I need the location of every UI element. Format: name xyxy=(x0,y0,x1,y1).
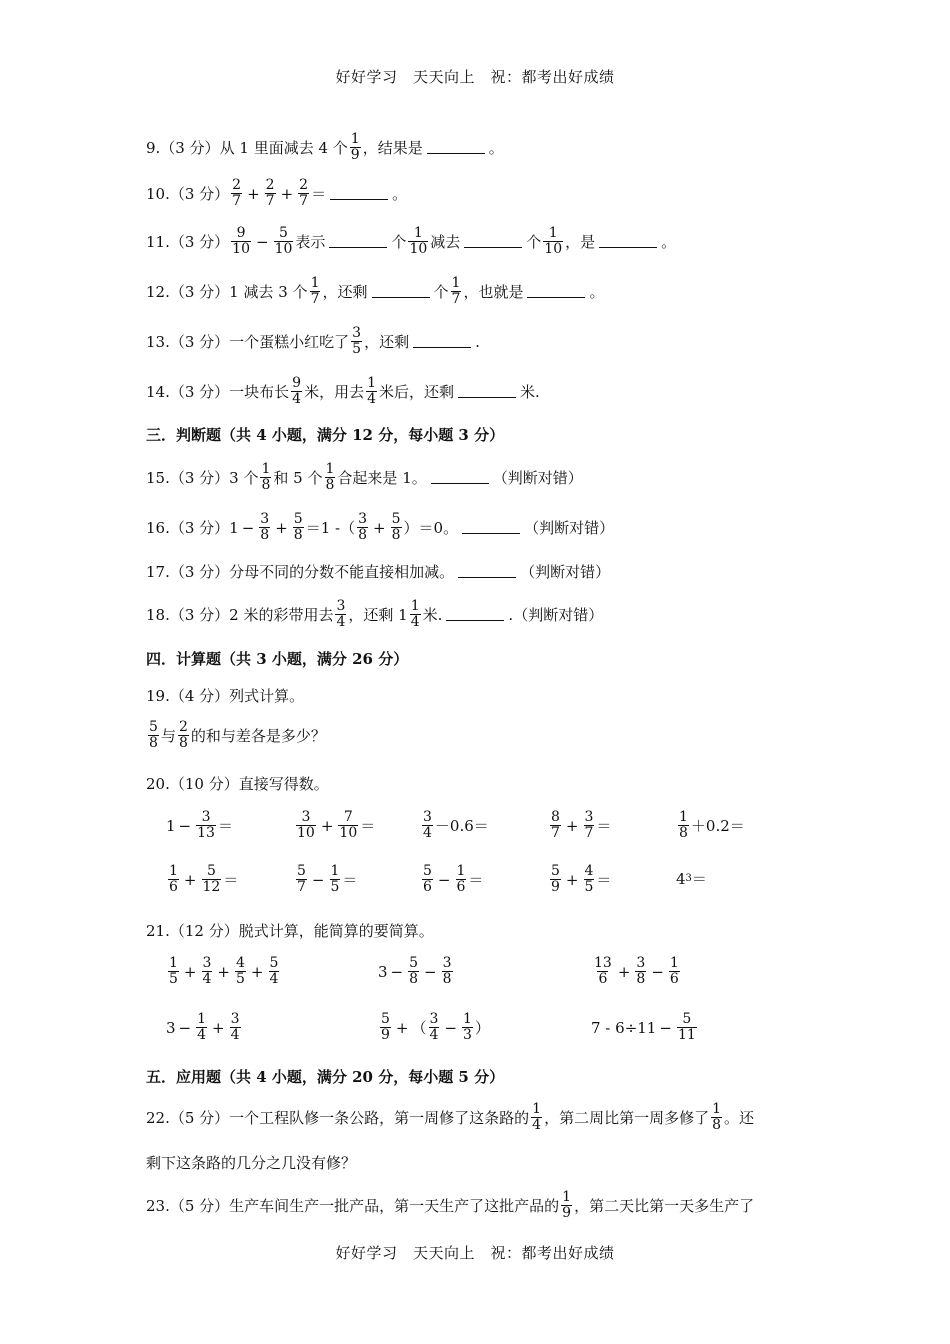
fraction: $\frac{2}{8}$ xyxy=(178,719,188,751)
fraction: $\frac{5}{9}$ xyxy=(551,863,560,895)
fraction: $\frac{3}{4}$ xyxy=(429,1011,439,1043)
answer-blank[interactable] xyxy=(462,521,520,534)
q21-item-6: 7 - 6÷11 − $\frac{5}{11}$ xyxy=(591,1011,696,1043)
q21-item-5: $\frac{5}{9}$ + （ $\frac{3}{4}$ − $\frac{1}{3}$ ） xyxy=(381,1011,490,1043)
fraction: $\frac{1}{8}$ xyxy=(679,809,688,841)
fraction: $\frac{1}{4}$ xyxy=(367,375,377,407)
answer-blank[interactable] xyxy=(446,608,504,621)
question-17: 17.（3 分）分母不同的分数不能直接相加减。 （判断对错） xyxy=(146,563,611,581)
fraction: $\frac{2}{7}$ xyxy=(265,177,275,209)
fraction: $\frac{1}{4}$ xyxy=(410,598,420,630)
fraction: $\frac{1}{4}$ xyxy=(532,1101,542,1133)
answer-blank[interactable] xyxy=(413,335,471,348)
fraction: $\frac{1}{9}$ xyxy=(350,131,360,163)
fraction: $\frac{1}{7}$ xyxy=(451,275,461,307)
fraction: $\frac{1}{8}$ xyxy=(261,461,271,493)
question-10: 10.（3 分） $\frac{2}{7}$ + $\frac{2}{7}$ + $\frac{2}{7}$ ＝ 。 xyxy=(146,177,408,209)
q20-item-10: 4 3 ＝ xyxy=(676,869,707,888)
q20-item-6: $\frac{1}{6}$ + $\frac{5}{12}$ ＝ xyxy=(169,863,239,895)
answer-blank[interactable] xyxy=(599,235,657,248)
answer-blank[interactable] xyxy=(330,187,388,200)
answer-blank[interactable] xyxy=(458,385,516,398)
fraction: $\frac{5}{8}$ xyxy=(391,511,401,543)
fraction: $\frac{1}{10}$ xyxy=(409,225,428,257)
q20-item-1: 1 − $\frac{3}{13}$ ＝ xyxy=(166,809,233,841)
fraction: $\frac{3}{8}$ xyxy=(442,955,452,987)
fraction: $\frac{5}{12}$ xyxy=(202,863,221,895)
fraction: $\frac{5}{8}$ xyxy=(293,511,303,543)
q20-item-4: $\frac{8}{7}$ + $\frac{3}{7}$ ＝ xyxy=(551,809,612,841)
fraction: $\frac{1}{9}$ xyxy=(562,1189,572,1221)
answer-blank[interactable] xyxy=(458,565,516,578)
answer-blank[interactable] xyxy=(464,235,522,248)
answer-blank[interactable] xyxy=(427,141,485,154)
answer-blank[interactable] xyxy=(527,285,585,298)
question-14: 14.（3 分）一块布长 $\frac{9}{4}$ 米，用去 $\frac{1}{4}$ 米后，还剩 米. xyxy=(146,375,540,407)
fraction: $\frac{2}{7}$ xyxy=(299,177,309,209)
fraction: $\frac{3}{7}$ xyxy=(584,809,594,841)
fraction: $\frac{4}{5}$ xyxy=(584,863,594,895)
fraction: $\frac{5}{9}$ xyxy=(381,1011,390,1043)
fraction: $\frac{4}{5}$ xyxy=(236,955,245,987)
fraction: $\frac{3}{10}$ xyxy=(297,809,315,841)
q9-text2: ，结果是 xyxy=(362,139,423,157)
q21-item-4: 3 − $\frac{1}{4}$ + $\frac{3}{4}$ xyxy=(166,1011,240,1043)
section-5-title: 五．应用题（共 4 小题，满分 20 分，每小题 5 分） xyxy=(146,1068,505,1086)
fraction: $\frac{1}{8}$ xyxy=(712,1101,722,1133)
q20-item-8: $\frac{5}{6}$ − $\frac{1}{6}$ ＝ xyxy=(423,863,484,895)
question-22-line2: 剩下这条路的几分之几没有修？ xyxy=(146,1154,357,1172)
fraction: $\frac{3}{4}$ xyxy=(336,598,346,630)
question-12: 12.（3 分）1 减去 3 个 $\frac{1}{7}$ ，还剩 个 $\frac{1}{7}$ ，也就是 。 xyxy=(146,275,605,307)
fraction: $\frac{3}{4}$ xyxy=(423,809,432,841)
fraction: $\frac{3}{8}$ xyxy=(260,511,270,543)
question-13: 13.（3 分）一个蛋糕小红吃了 $\frac{3}{5}$ ，还剩 . xyxy=(146,325,480,357)
section-3-title: 三．判断题（共 4 小题，满分 12 分，每小题 3 分） xyxy=(146,426,505,444)
fraction: $\frac{2}{7}$ xyxy=(232,177,242,209)
answer-blank[interactable] xyxy=(372,285,430,298)
fraction: $\frac{1}{6}$ xyxy=(456,863,466,895)
fraction: $\frac{9}{4}$ xyxy=(292,375,302,407)
fraction: $\frac{5}{4}$ xyxy=(269,955,279,987)
fraction: $\frac{1}{10}$ xyxy=(544,225,563,257)
fraction: $\frac{1}{8}$ xyxy=(325,461,335,493)
fraction: $\frac{1}{6}$ xyxy=(669,955,679,987)
question-22: 22.（5 分）一个工程队修一条公路，第一周修了这条路的 $\frac{1}{4}$ ，第二周比第一周多修了 $\frac{1}{8}$ 。还 xyxy=(146,1101,755,1133)
fraction: $\frac{5}{11}$ xyxy=(677,1011,696,1043)
answer-blank[interactable] xyxy=(329,235,387,248)
fraction: $\frac{5}{8}$ xyxy=(409,955,419,987)
q21-item-1: $\frac{1}{5}$ + $\frac{3}{4}$ + $\frac{4}{5}$ + $\frac{5}{4}$ xyxy=(169,955,279,987)
question-16: 16.（3 分）1 − $\frac{3}{8}$ + $\frac{5}{8}$ ＝1 -（ $\frac{3}{8}$ + $\frac{5}{8}$ ）＝0。 （判断对错） xyxy=(146,511,615,543)
question-11: 11.（3 分） $\frac{9}{10}$ − $\frac{5}{10}$ 表示 个 $\frac{1}{10}$ 减去 个 $\frac{1}{10}$ ，是 。 xyxy=(146,225,677,257)
answer-blank[interactable] xyxy=(431,471,489,484)
question-20-title: 20.（10 分）直接写得数。 xyxy=(146,775,329,793)
question-19-body: $\frac{5}{8}$ 与 $\frac{2}{8}$ 的和与差各是多少？ xyxy=(149,719,326,751)
fraction: $\frac{5}{7}$ xyxy=(297,863,306,895)
q20-item-9: $\frac{5}{9}$ + $\frac{4}{5}$ ＝ xyxy=(551,863,612,895)
fraction: $\frac{1}{7}$ xyxy=(310,275,320,307)
question-21-title: 21.（12 分）脱式计算，能简算的要简算。 xyxy=(146,922,434,940)
fraction: $\frac{5}{8}$ xyxy=(149,719,158,751)
section-4-title: 四．计算题（共 3 小题，满分 26 分） xyxy=(146,650,409,668)
question-18: 18.（3 分）2 米的彩带用去 $\frac{3}{4}$ ，还剩 1 $\frac{1}{4}$ 米. .（判断对错） xyxy=(146,598,604,630)
fraction: $\frac{5}{6}$ xyxy=(423,863,432,895)
fraction: $\frac{1}{5}$ xyxy=(330,863,340,895)
page-footer: 好好学习 天天向上 祝：都考出好成绩 xyxy=(335,1244,615,1262)
fraction: $\frac{8}{7}$ xyxy=(551,809,560,841)
fraction: $\frac{3}{4}$ xyxy=(230,1011,240,1043)
fraction: $\frac{1}{3}$ xyxy=(463,1011,472,1043)
q20-item-3: $\frac{3}{4}$ －0.6＝ xyxy=(423,809,489,841)
q20-item-5: $\frac{1}{8}$ ＋0.2＝ xyxy=(679,809,745,841)
fraction: $\frac{1}{6}$ xyxy=(169,863,178,895)
question-9: 9.（3 分）从 1 里面减去 4 个 $\frac{1}{9}$ ，结果是 。 xyxy=(146,131,504,163)
fraction: $\frac{1}{4}$ xyxy=(197,1011,207,1043)
page-header: 好好学习 天天向上 祝：都考出好成绩 xyxy=(335,68,615,86)
fraction: $\frac{3}{5}$ xyxy=(352,325,362,357)
q9-text: 9.（3 分）从 1 里面减去 4 个 xyxy=(146,139,348,157)
fraction: $\frac{3}{8}$ xyxy=(636,955,646,987)
fraction: $\frac{3}{13}$ xyxy=(197,809,215,841)
q20-item-7: $\frac{5}{7}$ − $\frac{1}{5}$ ＝ xyxy=(297,863,358,895)
q20-item-2: $\frac{3}{10}$ + $\frac{7}{10}$ ＝ xyxy=(297,809,376,841)
question-15: 15.（3 分）3 个 $\frac{1}{8}$ 和 5 个 $\frac{1}{8}$ 合起来是 1。 （判断对错） xyxy=(146,461,583,493)
question-19-title: 19.（4 分）列式计算。 xyxy=(146,687,305,705)
fraction: $\frac{13}{6}$ xyxy=(594,955,612,987)
fraction: $\frac{5}{10}$ xyxy=(274,225,293,257)
q21-item-2: 3 − $\frac{5}{8}$ − $\frac{3}{8}$ xyxy=(378,955,452,987)
fraction: $\frac{1}{5}$ xyxy=(169,955,178,987)
fraction: $\frac{7}{10}$ xyxy=(339,809,358,841)
fraction: $\frac{9}{10}$ xyxy=(232,225,250,257)
fraction: $\frac{3}{8}$ xyxy=(358,511,368,543)
fraction: $\frac{3}{4}$ xyxy=(202,955,212,987)
question-23: 23.（5 分）生产车间生产一批产品，第一天生产了这批产品的 $\frac{1}{9}$ ，第二天比第一天多生产了 xyxy=(146,1189,755,1221)
q21-item-3: $\frac{13}{6}$ + $\frac{3}{8}$ − $\frac{1}{6}$ xyxy=(594,955,679,987)
